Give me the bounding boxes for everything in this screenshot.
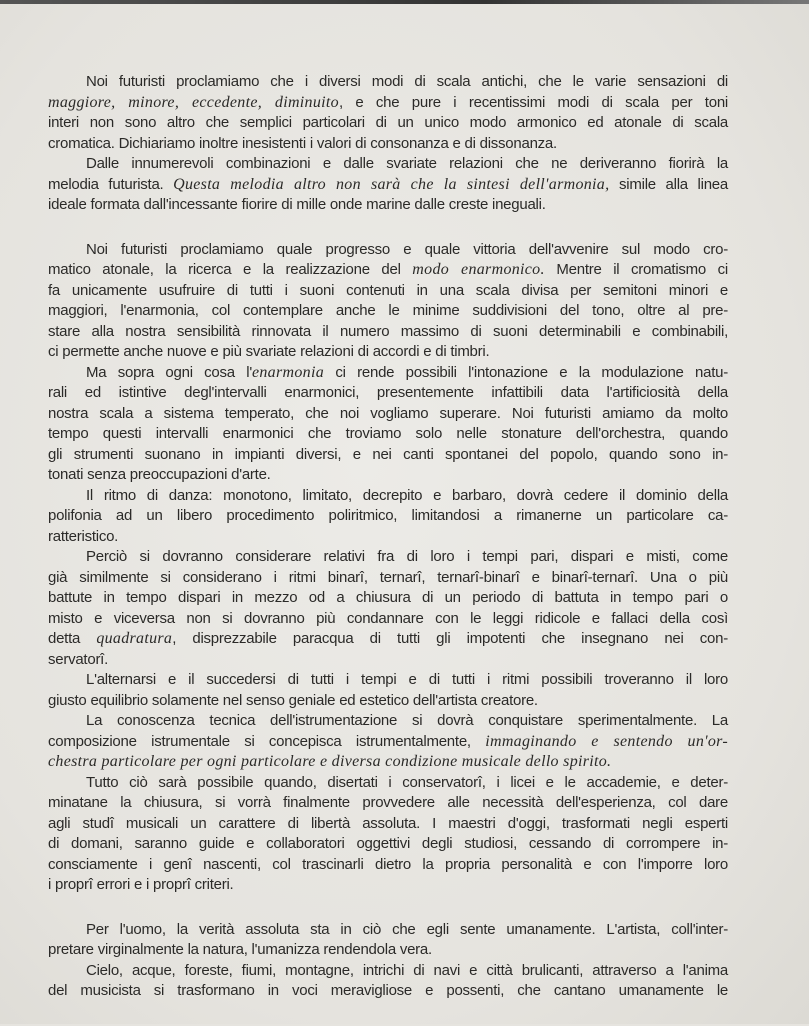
paragraph	[48, 670, 728, 711]
text-line: i proprî errori e i proprî criteri.	[48, 876, 234, 893]
text-section	[48, 72, 728, 216]
text-line: Perciò si dovranno considerare relativi fra di loro i tempi pari, dispari e misti, come	[86, 548, 728, 565]
paragraph	[48, 711, 728, 773]
text-line: pretare virginalmente la natura, l'umanizza rendendola vera.	[48, 941, 432, 958]
paragraph	[48, 961, 728, 1002]
text-run: Mentre il cromatismo ci	[544, 261, 728, 278]
text-line: tonati senza preoccupazioni d'arte.	[48, 466, 271, 483]
text-line: polifonia ad un libero procedimento poliritmico, limitandosi a rimanerne un particolare ca-	[48, 507, 728, 524]
italic-text: Questa melodia altro non sarà che la sintesi dell'armonia,	[173, 175, 610, 193]
text-line: Tutto ciò sarà possibile quando, disertati i conservatorî, i licei e le accademie, e deter-	[86, 773, 728, 791]
text-line	[48, 93, 728, 114]
text-line: fa unicamente usufruire di tutti i suoni contenuti in una scala divisa per semitoni minori e	[48, 281, 728, 299]
italic-text: quadratura	[96, 630, 173, 647]
text-line: rali ed istintive degl'intervalli enarmonici, presentemente infattibili data l'artificiosità della	[48, 384, 728, 401]
text-line: interi non sono altro che semplici particolari di un unico modo armonico ed atonale di scala	[48, 114, 728, 131]
paragraph	[48, 547, 728, 670]
paragraph	[48, 486, 728, 548]
text-line	[48, 629, 728, 650]
text-line	[48, 732, 728, 753]
italic-text: immaginando e sentendo un'or-	[485, 732, 728, 750]
text-run: ci rende possibili l'intonazione e la modulazione natu-	[324, 363, 728, 381]
text-line: battute in tempo dispari in mezzo od a chiusura di un periodo di battuta in tempo pari o	[48, 589, 728, 606]
text-line: agli studî musicali un carattere di libertà assoluta. I maestri d'oggi, trasformati negli esperti	[48, 814, 728, 832]
text-run: , disprezzabile paracqua di tutti gli impotenti che insegnano nei con-	[172, 630, 728, 647]
text-line: ideale formata dall'incessante fiorire di mille onde marine dalle creste ineguali.	[48, 196, 546, 213]
paragraph	[48, 363, 728, 486]
text-line: di domani, saranno guide e collaboratori oggettivi degli studiosi, cessando di corrompere in-	[48, 835, 728, 852]
text-run: , e che pure i recentissimi modi di scala per toni	[338, 93, 728, 111]
italic-text: enarmonia	[251, 363, 324, 381]
text-line	[48, 752, 728, 773]
paragraph	[48, 240, 728, 363]
text-line: Il ritmo di danza: monotono, limitato, decrepito e barbaro, dovrà cedere il dominio della	[86, 486, 728, 504]
paragraph	[48, 72, 728, 154]
text-line: consciamente i genî nascenti, col trascinarli dietro la propria personalità e con l'imporre loro	[48, 855, 728, 873]
text-line: del musicista si trasformano in voci meravigliose e possenti, che cantano umanamente le	[48, 982, 728, 999]
text-line: ratteristico.	[48, 527, 119, 545]
text-run: detta	[48, 630, 97, 647]
text-run: composizione istrumentale si concepisca istrumentalmente,	[48, 732, 486, 750]
text-run: simile alla linea	[609, 175, 728, 193]
italic-text: maggiore, minore, eccedente, diminuito	[48, 93, 339, 111]
text-line: ci permette anche nuove e più svariate relazioni di accordi e di timbri.	[48, 343, 490, 360]
text-line: stare alla nostra sensibilità rinnovata il numero massimo di suoni determinabili e combinabili,	[48, 322, 728, 340]
text-line: Cielo, acque, foreste, fiumi, montagne, intrichi di navi e città brulicanti, attraverso a l'anima	[86, 961, 728, 979]
paragraph	[48, 773, 728, 896]
text-line: tempo questi intervalli enarmonici che troviamo solo nelle stonature dell'orchestra, quando	[48, 425, 728, 442]
page-body	[48, 72, 728, 1026]
text-line	[48, 175, 728, 196]
paragraph	[48, 920, 728, 961]
text-line: L'alternarsi e il succedersi di tutti i tempi e di tutti i ritmi possibili troveranno il loro	[86, 671, 728, 688]
text-line: Noi futuristi proclamiamo quale progresso e quale vittoria dell'avvenire sul modo cro-	[86, 240, 728, 258]
italic-text: modo enarmonico.	[412, 261, 545, 278]
text-line: giusto equilibrio solamente nel senso geniale ed estetico dell'artista creatore.	[48, 691, 538, 709]
text-line	[48, 363, 728, 384]
text-run: Ma sopra ogni cosa l'	[86, 363, 252, 381]
italic-text: chestra particolare per ogni particolare e diversa condizione musicale dello spirito.	[48, 753, 612, 770]
text-line: già similmente si considerano i ritmi binarî, ternarî, ternarî-binarî e binarî-ternarî. Una o più	[48, 568, 728, 586]
text-line: Dalle innumerevoli combinazioni e dalle svariate relazioni che ne deriveranno fiorirà la	[86, 155, 728, 172]
text-line: Per l'uomo, la verità assoluta sta in ciò che egli sente umanamente. L'artista, coll'inter-	[86, 920, 728, 938]
text-run: matico atonale, la ricerca e la realizzazione del	[48, 261, 413, 278]
text-section	[48, 920, 728, 1002]
text-line: minatane la chiusura, si vorrà finalmente provvedere alle necessità dell'esperienza, col dare	[48, 794, 728, 811]
text-line: servatorî.	[48, 650, 109, 668]
text-run: melodia futurista.	[48, 175, 174, 193]
text-line: maggiori, l'enarmonia, col contemplare anche le minime suddivisioni del tono, oltre al pre-	[48, 302, 728, 319]
text-section	[48, 240, 728, 896]
text-line: misto e viceversa non si dovranno più condannare con le leggi ridicole e fallaci della così	[48, 609, 728, 627]
text-line: Noi futuristi proclamiamo che i diversi modi di scala antichi, che le varie sensazioni di	[86, 73, 728, 90]
text-line	[48, 260, 728, 281]
text-line: nostra scala a sistema temperato, che noi vogliamo superare. Noi futuristi amiamo da molto	[48, 404, 728, 422]
document-page	[0, 4, 809, 1024]
text-line: gli strumenti suonano in impianti diversi, e nei canti spontanei del popolo, quando sono in-	[48, 445, 728, 463]
paragraph	[48, 154, 728, 216]
text-line: La conoscenza tecnica dell'istrumentazione si dovrà conquistare sperimentalmente. La	[86, 712, 728, 729]
text-line: cromatica. Dichiariamo inoltre inesistenti i valori di consonanza e di dissonanza.	[48, 134, 557, 152]
